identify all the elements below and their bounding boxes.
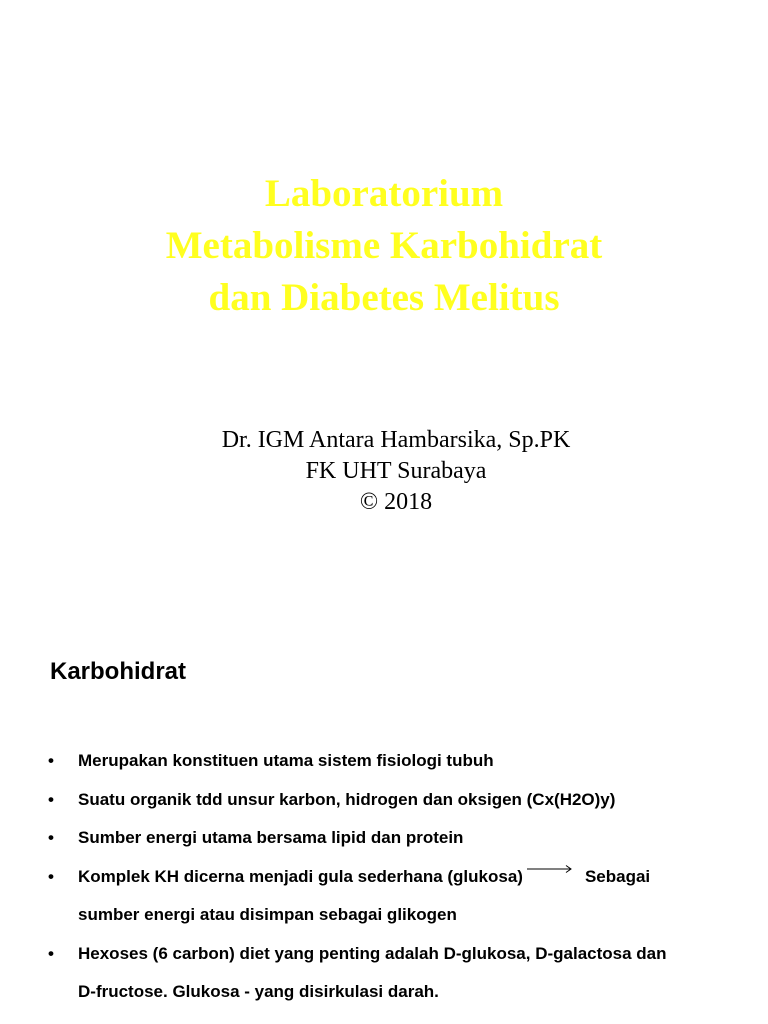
bullet-text-line	[78, 858, 738, 897]
author-name: Dr. IGM Antara Hambarsika, Sp.PK	[221, 427, 571, 453]
title-line-3: dan Diabetes Melitus	[208, 276, 560, 319]
bullet-item	[48, 742, 738, 781]
bullet-item	[48, 858, 738, 935]
right-arrow-icon	[527, 863, 573, 875]
bullet-dot: •	[48, 943, 54, 963]
title-line-2: Metabolisme Karbohidrat	[165, 224, 603, 267]
bullet-dot: •	[48, 828, 54, 847]
bullet-list	[48, 742, 738, 1012]
title-line-1: Laboratorium	[264, 172, 504, 215]
bullet-dot: •	[48, 789, 54, 809]
bullet-text-continuation: sumber energi atau disimpan sebagai glikogen	[78, 905, 457, 924]
bullet-text-after-arrow: Sebagai	[584, 866, 651, 886]
bullet-text: Hexoses (6 carbon) diet yang penting adalah D-glukosa, D-galactosa dan	[78, 943, 667, 963]
bullet-dot: •	[48, 751, 54, 770]
slide-title	[0, 168, 768, 324]
bullet-item	[48, 935, 738, 1012]
section-heading: Karbohidrat	[50, 658, 187, 685]
bullet-text: Komplek KH dicerna menjadi gula sederhana (glukosa)	[78, 866, 523, 886]
author-block	[0, 425, 768, 518]
bullet-text: Sumber energi utama bersama lipid dan protein	[78, 828, 464, 847]
bullet-item	[48, 819, 738, 858]
bullet-text-continuation: D-fructose. Glukosa - yang disirkulasi darah.	[78, 982, 439, 1001]
bullet-item	[48, 781, 738, 820]
bullet-text: Merupakan konstituen utama sistem fisiologi tubuh	[78, 751, 494, 770]
copyright-year: © 2018	[359, 489, 433, 515]
bullet-dot: •	[48, 866, 54, 886]
bullet-text: Suatu organik tdd unsur karbon, hidrogen dan oksigen (Cx(H2O)y)	[78, 789, 616, 809]
author-institution: FK UHT Surabaya	[305, 458, 487, 484]
